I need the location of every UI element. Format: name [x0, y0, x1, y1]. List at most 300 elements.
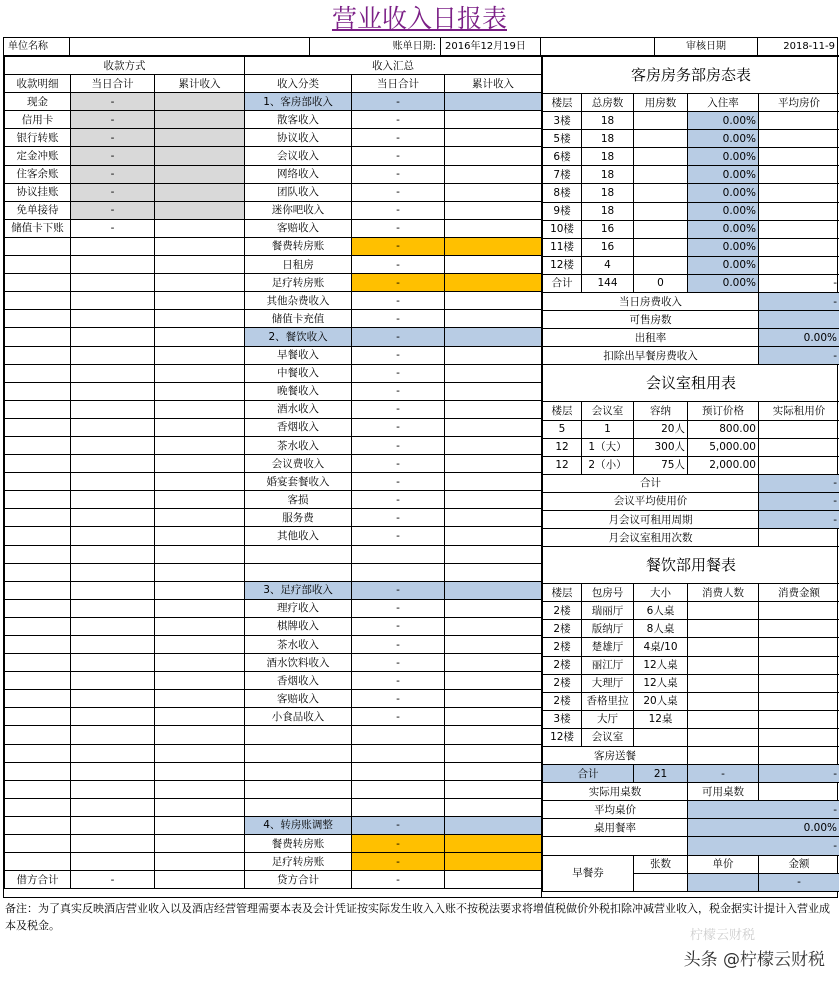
income-cumulative-value[interactable]	[445, 111, 542, 129]
room-occupancy-rate: 0.00%	[688, 130, 759, 148]
table-row	[543, 510, 839, 528]
empty-cell[interactable]	[71, 491, 155, 509]
room-used[interactable]	[634, 238, 688, 256]
income-cumulative-value[interactable]	[445, 165, 542, 183]
dining-amount[interactable]	[759, 674, 839, 692]
empty-cell[interactable]	[155, 436, 245, 454]
empty-cell	[5, 563, 71, 581]
empty-cell[interactable]	[71, 762, 155, 780]
income-today-value[interactable]	[352, 798, 445, 816]
empty-cell[interactable]	[155, 418, 245, 436]
empty-cell[interactable]	[71, 292, 155, 310]
empty-cell[interactable]	[155, 654, 245, 672]
room-avg-price	[759, 166, 839, 184]
payment-today-value[interactable]: -	[71, 183, 155, 201]
empty-cell[interactable]	[155, 816, 245, 834]
income-cumulative-value[interactable]	[445, 201, 542, 219]
room-used[interactable]	[634, 220, 688, 238]
table-row	[5, 436, 542, 454]
empty-cell[interactable]	[71, 853, 155, 871]
empty-cell[interactable]	[155, 473, 245, 491]
room-floor: 5楼	[543, 130, 582, 148]
report-title: 营业收入日报表	[331, 4, 507, 33]
table-row	[5, 111, 542, 129]
dining-room: 大理厅	[582, 674, 634, 692]
room-used[interactable]	[634, 148, 688, 166]
income-today-value[interactable]: -	[352, 93, 445, 111]
table-row	[543, 347, 839, 365]
income-today-value[interactable]: -	[352, 708, 445, 726]
payment-cumulative-value[interactable]	[155, 165, 245, 183]
income-cumulative-value[interactable]	[445, 726, 542, 744]
empty-cell[interactable]	[155, 491, 245, 509]
empty-cell[interactable]	[71, 473, 155, 491]
room-occupancy-rate: 0.00%	[688, 238, 759, 256]
income-today-value[interactable]: -	[352, 473, 445, 491]
income-cumulative-value[interactable]	[445, 455, 542, 473]
income-cumulative-value[interactable]	[445, 328, 542, 346]
empty-cell[interactable]	[155, 708, 245, 726]
bill-date-value[interactable]: 2016年12月19日	[441, 38, 541, 56]
table-row	[5, 527, 542, 545]
income-today-value[interactable]: -	[352, 310, 445, 328]
income-today-value[interactable]: -	[352, 292, 445, 310]
income-today-value[interactable]: -	[352, 111, 445, 129]
empty-cell	[5, 762, 71, 780]
bk-price-value[interactable]	[688, 873, 759, 891]
income-today-value[interactable]: -	[352, 581, 445, 599]
table-row	[543, 638, 839, 656]
income-cumulative-value[interactable]	[445, 798, 542, 816]
income-today-value[interactable]	[352, 780, 445, 798]
room-total: 18	[582, 184, 634, 202]
empty-cell[interactable]	[71, 780, 155, 798]
income-category-name: 餐费转房账	[245, 835, 352, 853]
empty-cell[interactable]	[71, 599, 155, 617]
table-row	[543, 57, 839, 94]
payment-col-today: 当日合计	[71, 75, 155, 93]
income-cumulative-value[interactable]	[445, 599, 542, 617]
payment-cumulative-value[interactable]	[155, 111, 245, 129]
room-avg-price: -	[759, 274, 839, 292]
income-today-value[interactable]: -	[352, 835, 445, 853]
report-sheet	[3, 37, 838, 898]
income-today-value[interactable]: -	[352, 690, 445, 708]
meeting-actual-price[interactable]	[759, 420, 839, 438]
income-cumulative-value[interactable]	[445, 237, 542, 255]
table-row	[543, 293, 839, 311]
empty-cell	[5, 581, 71, 599]
empty-cell[interactable]	[155, 762, 245, 780]
income-cumulative-value[interactable]	[445, 563, 542, 581]
meeting-capacity: 20人	[634, 420, 688, 438]
income-cumulative-value[interactable]	[445, 527, 542, 545]
payment-today-value[interactable]: -	[71, 165, 155, 183]
income-category-name: 1、客房部收入	[245, 93, 352, 111]
payment-today-value[interactable]: -	[71, 147, 155, 165]
income-cumulative-value[interactable]	[445, 762, 542, 780]
income-cumulative-value[interactable]	[445, 853, 542, 871]
income-cumulative-value[interactable]	[445, 93, 542, 111]
empty-cell[interactable]	[71, 346, 155, 364]
room-summary-label: 当日房费收入	[543, 293, 759, 311]
table-row	[5, 93, 542, 111]
empty-cell	[5, 310, 71, 328]
empty-cell[interactable]	[71, 798, 155, 816]
income-today-value[interactable]: -	[352, 129, 445, 147]
dining-people[interactable]	[688, 692, 759, 710]
income-cumulative-value[interactable]	[445, 816, 542, 834]
dining-amount[interactable]	[759, 728, 839, 746]
income-today-value[interactable]	[352, 762, 445, 780]
income-cumulative-value[interactable]	[445, 436, 542, 454]
audit-date-value[interactable]: 2018-11-9	[783, 41, 835, 52]
payment-cumulative-value[interactable]	[155, 219, 245, 237]
empty-cell[interactable]	[155, 274, 245, 292]
table-row	[543, 547, 839, 584]
empty-cell	[5, 328, 71, 346]
meeting-actual-price[interactable]	[759, 456, 839, 474]
income-cumulative-value[interactable]	[445, 292, 542, 310]
income-cumulative-value[interactable]	[445, 346, 542, 364]
empty-cell[interactable]	[71, 400, 155, 418]
payment-cumulative-value[interactable]	[155, 93, 245, 111]
debit-total-cumulative	[155, 871, 245, 889]
income-cumulative-value[interactable]	[445, 636, 542, 654]
room-used[interactable]	[634, 184, 688, 202]
empty-cell[interactable]	[71, 237, 155, 255]
room-col-header: 平均房价	[759, 94, 839, 112]
room-used[interactable]	[634, 256, 688, 274]
empty-cell[interactable]	[155, 400, 245, 418]
income-cumulative-value[interactable]	[445, 129, 542, 147]
payment-detail-name: 免单接待	[5, 201, 71, 219]
bk-col-count: 张数	[634, 855, 688, 873]
income-today-value[interactable]: -	[352, 256, 445, 274]
dining-size: 12人桌	[634, 656, 688, 674]
meeting-capacity: 75人	[634, 456, 688, 474]
watermark-faint: 柠檬云财税	[690, 928, 756, 943]
income-today-value[interactable]: -	[352, 147, 445, 165]
empty-cell[interactable]	[155, 382, 245, 400]
payment-today-value[interactable]: -	[71, 111, 155, 129]
table-row	[543, 819, 839, 837]
table-row	[543, 602, 839, 620]
table-row	[5, 455, 542, 473]
income-today-value[interactable]	[352, 744, 445, 762]
empty-cell[interactable]	[71, 527, 155, 545]
income-today-value[interactable]	[352, 545, 445, 563]
table-row	[5, 599, 542, 617]
income-today-value[interactable]: -	[352, 328, 445, 346]
income-category-name: 客损	[245, 491, 352, 509]
income-today-value[interactable]: -	[352, 237, 445, 255]
income-today-value[interactable]: -	[352, 418, 445, 436]
empty-cell[interactable]	[71, 726, 155, 744]
payment-today-value[interactable]: -	[71, 201, 155, 219]
meeting-capacity: 300人	[634, 438, 688, 456]
empty-cell[interactable]	[155, 690, 245, 708]
income-cumulative-value[interactable]	[445, 310, 542, 328]
bk-count-value[interactable]	[634, 873, 688, 891]
dining-people[interactable]	[688, 656, 759, 674]
income-cumulative-value[interactable]	[445, 744, 542, 762]
empty-cell[interactable]	[155, 256, 245, 274]
empty-cell[interactable]	[71, 274, 155, 292]
empty-cell[interactable]	[71, 455, 155, 473]
empty-cell[interactable]	[155, 798, 245, 816]
dining-people[interactable]	[688, 674, 759, 692]
income-today-value[interactable]: -	[352, 599, 445, 617]
income-cumulative-value[interactable]	[445, 654, 542, 672]
empty-cell[interactable]	[71, 509, 155, 527]
income-cumulative-value[interactable]	[445, 418, 542, 436]
income-cumulative-value[interactable]	[445, 219, 542, 237]
empty-cell[interactable]	[155, 310, 245, 328]
income-today-value[interactable]: -	[352, 636, 445, 654]
meeting-summary-label: 合计	[543, 474, 759, 492]
room-used[interactable]: 0	[634, 274, 688, 292]
empty-cell[interactable]	[155, 292, 245, 310]
income-today-value[interactable]	[352, 726, 445, 744]
empty-cell[interactable]	[71, 418, 155, 436]
empty-cell	[5, 382, 71, 400]
empty-cell[interactable]	[155, 853, 245, 871]
unit-name-value[interactable]	[70, 38, 310, 56]
payment-cumulative-value[interactable]	[155, 129, 245, 147]
dining-amount[interactable]	[759, 710, 839, 728]
footnote: 备注：为了真实反映酒店营业收入以及酒店经营管理需要本表及会计凭证按实际发生收入入账不按税法要求将增值税做价外税扣除冲减营业收入，税金据实计提计入营业成本及税金。	[5, 902, 830, 932]
room-used[interactable]	[634, 112, 688, 130]
empty-cell[interactable]	[71, 835, 155, 853]
payment-cumulative-value[interactable]	[155, 183, 245, 201]
empty-cell	[5, 473, 71, 491]
empty-cell[interactable]	[155, 581, 245, 599]
room-avg-price	[759, 148, 839, 166]
table-row	[543, 801, 839, 819]
income-cumulative-value[interactable]	[445, 382, 542, 400]
income-cumulative-value[interactable]	[445, 509, 542, 527]
empty-cell[interactable]	[71, 328, 155, 346]
empty-cell[interactable]	[155, 726, 245, 744]
empty-cell[interactable]	[155, 780, 245, 798]
table-row	[5, 201, 542, 219]
income-category-name: 团队收入	[245, 183, 352, 201]
room-occupancy-rate: 0.00%	[688, 256, 759, 274]
income-category-name: 其他收入	[245, 527, 352, 545]
room-used[interactable]	[634, 202, 688, 220]
income-cumulative-value[interactable]	[445, 708, 542, 726]
meeting-summary-label: 月会议室租用次数	[543, 529, 759, 547]
empty-cell	[5, 816, 71, 834]
income-today-value[interactable]: -	[352, 364, 445, 382]
table-row	[5, 274, 542, 292]
dining-col-header: 消费金额	[759, 584, 839, 602]
room-used[interactable]	[634, 166, 688, 184]
income-today-value[interactable]: -	[352, 183, 445, 201]
income-today-value[interactable]: -	[352, 436, 445, 454]
empty-cell[interactable]	[71, 382, 155, 400]
room-floor: 7楼	[543, 166, 582, 184]
empty-cell[interactable]	[155, 599, 245, 617]
income-category-name: 小食品收入	[245, 708, 352, 726]
income-today-value[interactable]: -	[352, 219, 445, 237]
income-cumulative-value[interactable]	[445, 672, 542, 690]
dining-people[interactable]	[688, 747, 759, 765]
payment-cumulative-value[interactable]	[155, 147, 245, 165]
dining-people[interactable]	[688, 620, 759, 638]
empty-cell[interactable]	[71, 708, 155, 726]
dining-room: 楚雄厅	[582, 638, 634, 656]
empty-cell[interactable]	[155, 455, 245, 473]
income-today-value[interactable]: -	[352, 382, 445, 400]
empty-cell[interactable]	[71, 744, 155, 762]
income-today-value[interactable]: -	[352, 491, 445, 509]
income-today-value[interactable]: -	[352, 853, 445, 871]
table-row	[5, 617, 542, 635]
room-floor: 10楼	[543, 220, 582, 238]
available-tables-label: 可用桌数	[688, 783, 759, 801]
income-cumulative-value[interactable]	[445, 617, 542, 635]
table-rate-label: 桌用餐率	[543, 819, 688, 837]
dining-total-dash: -	[688, 765, 759, 783]
empty-cell[interactable]	[71, 654, 155, 672]
room-avg-price	[759, 220, 839, 238]
income-today-value[interactable]	[352, 563, 445, 581]
payment-cumulative-value[interactable]	[155, 201, 245, 219]
empty-cell[interactable]	[155, 672, 245, 690]
dining-amount[interactable]	[759, 692, 839, 710]
table-row	[543, 402, 839, 420]
empty-cell[interactable]	[155, 527, 245, 545]
room-summary-label: 扣除出早餐房费收入	[543, 347, 759, 365]
income-today-value[interactable]: -	[352, 617, 445, 635]
income-today-value[interactable]: -	[352, 527, 445, 545]
empty-cell	[543, 837, 688, 855]
room-used[interactable]	[634, 130, 688, 148]
income-cumulative-value[interactable]	[445, 835, 542, 853]
income-today-value[interactable]: -	[352, 165, 445, 183]
income-today-value[interactable]: -	[352, 201, 445, 219]
dining-room: 大厅	[582, 710, 634, 728]
payment-detail-name: 现金	[5, 93, 71, 111]
empty-cell[interactable]	[71, 310, 155, 328]
income-cumulative-value[interactable]	[445, 256, 542, 274]
table-row	[543, 329, 839, 347]
room-col-header: 入住率	[688, 94, 759, 112]
income-col-cumulative: 累计收入	[445, 75, 542, 93]
income-cumulative-value[interactable]	[445, 545, 542, 563]
income-today-value[interactable]: -	[352, 672, 445, 690]
empty-cell[interactable]	[71, 690, 155, 708]
empty-cell	[5, 400, 71, 418]
empty-cell[interactable]	[71, 581, 155, 599]
empty-cell[interactable]	[71, 545, 155, 563]
income-cumulative-value[interactable]	[445, 274, 542, 292]
dining-people[interactable]	[688, 602, 759, 620]
empty-cell[interactable]	[155, 563, 245, 581]
payment-today-value[interactable]: -	[71, 219, 155, 237]
payment-col-cumulative: 累计收入	[155, 75, 245, 93]
empty-cell[interactable]	[155, 835, 245, 853]
income-today-value[interactable]: -	[352, 509, 445, 527]
table-row	[543, 184, 839, 202]
income-cumulative-value[interactable]	[445, 183, 542, 201]
empty-cell[interactable]	[71, 563, 155, 581]
empty-cell[interactable]	[71, 436, 155, 454]
dining-amount[interactable]	[759, 638, 839, 656]
room-avg-price	[759, 202, 839, 220]
dining-amount[interactable]	[759, 602, 839, 620]
income-cumulative-value[interactable]	[445, 690, 542, 708]
income-cumulative-value[interactable]	[445, 491, 542, 509]
empty-cell	[5, 418, 71, 436]
empty-cell[interactable]	[155, 509, 245, 527]
dining-amount[interactable]	[759, 656, 839, 674]
empty-cell[interactable]	[71, 617, 155, 635]
income-category-name: 晚餐收入	[245, 382, 352, 400]
dining-floor: 2楼	[543, 602, 582, 620]
dining-people[interactable]	[688, 710, 759, 728]
income-cumulative-value[interactable]	[445, 400, 542, 418]
empty-cell[interactable]	[155, 346, 245, 364]
empty-cell[interactable]	[155, 617, 245, 635]
meeting-actual-price[interactable]	[759, 438, 839, 456]
table-row	[543, 456, 839, 474]
table-row	[5, 636, 542, 654]
empty-cell[interactable]	[71, 816, 155, 834]
empty-cell[interactable]	[155, 237, 245, 255]
empty-cell[interactable]	[155, 636, 245, 654]
income-cumulative-value[interactable]	[445, 364, 542, 382]
income-today-value[interactable]: -	[352, 654, 445, 672]
income-cumulative-value[interactable]	[445, 147, 542, 165]
income-today-value[interactable]: -	[352, 274, 445, 292]
empty-cell[interactable]	[155, 328, 245, 346]
room-occupancy-rate: 0.00%	[688, 202, 759, 220]
empty-cell	[5, 527, 71, 545]
empty-cell[interactable]	[155, 545, 245, 563]
room-occupancy-rate: 0.00%	[688, 112, 759, 130]
empty-cell[interactable]	[71, 364, 155, 382]
empty-cell[interactable]	[155, 744, 245, 762]
income-category-name: 储值卡充值	[245, 310, 352, 328]
dining-amount[interactable]	[759, 747, 839, 765]
dining-total-amount: -	[759, 765, 839, 783]
income-cumulative-value[interactable]	[445, 473, 542, 491]
income-today-value[interactable]: -	[352, 455, 445, 473]
income-cumulative-value[interactable]	[445, 581, 542, 599]
empty-cell[interactable]	[71, 636, 155, 654]
payment-today-value[interactable]: -	[71, 93, 155, 111]
empty-cell[interactable]	[71, 256, 155, 274]
income-today-value[interactable]: -	[352, 346, 445, 364]
empty-cell[interactable]	[71, 672, 155, 690]
table-row	[5, 853, 542, 871]
income-cumulative-value[interactable]	[445, 780, 542, 798]
payment-today-value[interactable]: -	[71, 129, 155, 147]
income-today-value[interactable]: -	[352, 400, 445, 418]
dining-amount[interactable]	[759, 620, 839, 638]
dining-people[interactable]	[688, 638, 759, 656]
income-category-name: 客赔收入	[245, 219, 352, 237]
empty-cell[interactable]	[155, 364, 245, 382]
available-tables-value[interactable]	[759, 783, 839, 801]
income-today-value[interactable]: -	[352, 816, 445, 834]
income-category-name	[245, 780, 352, 798]
empty-cell	[5, 491, 71, 509]
dining-people[interactable]	[688, 728, 759, 746]
